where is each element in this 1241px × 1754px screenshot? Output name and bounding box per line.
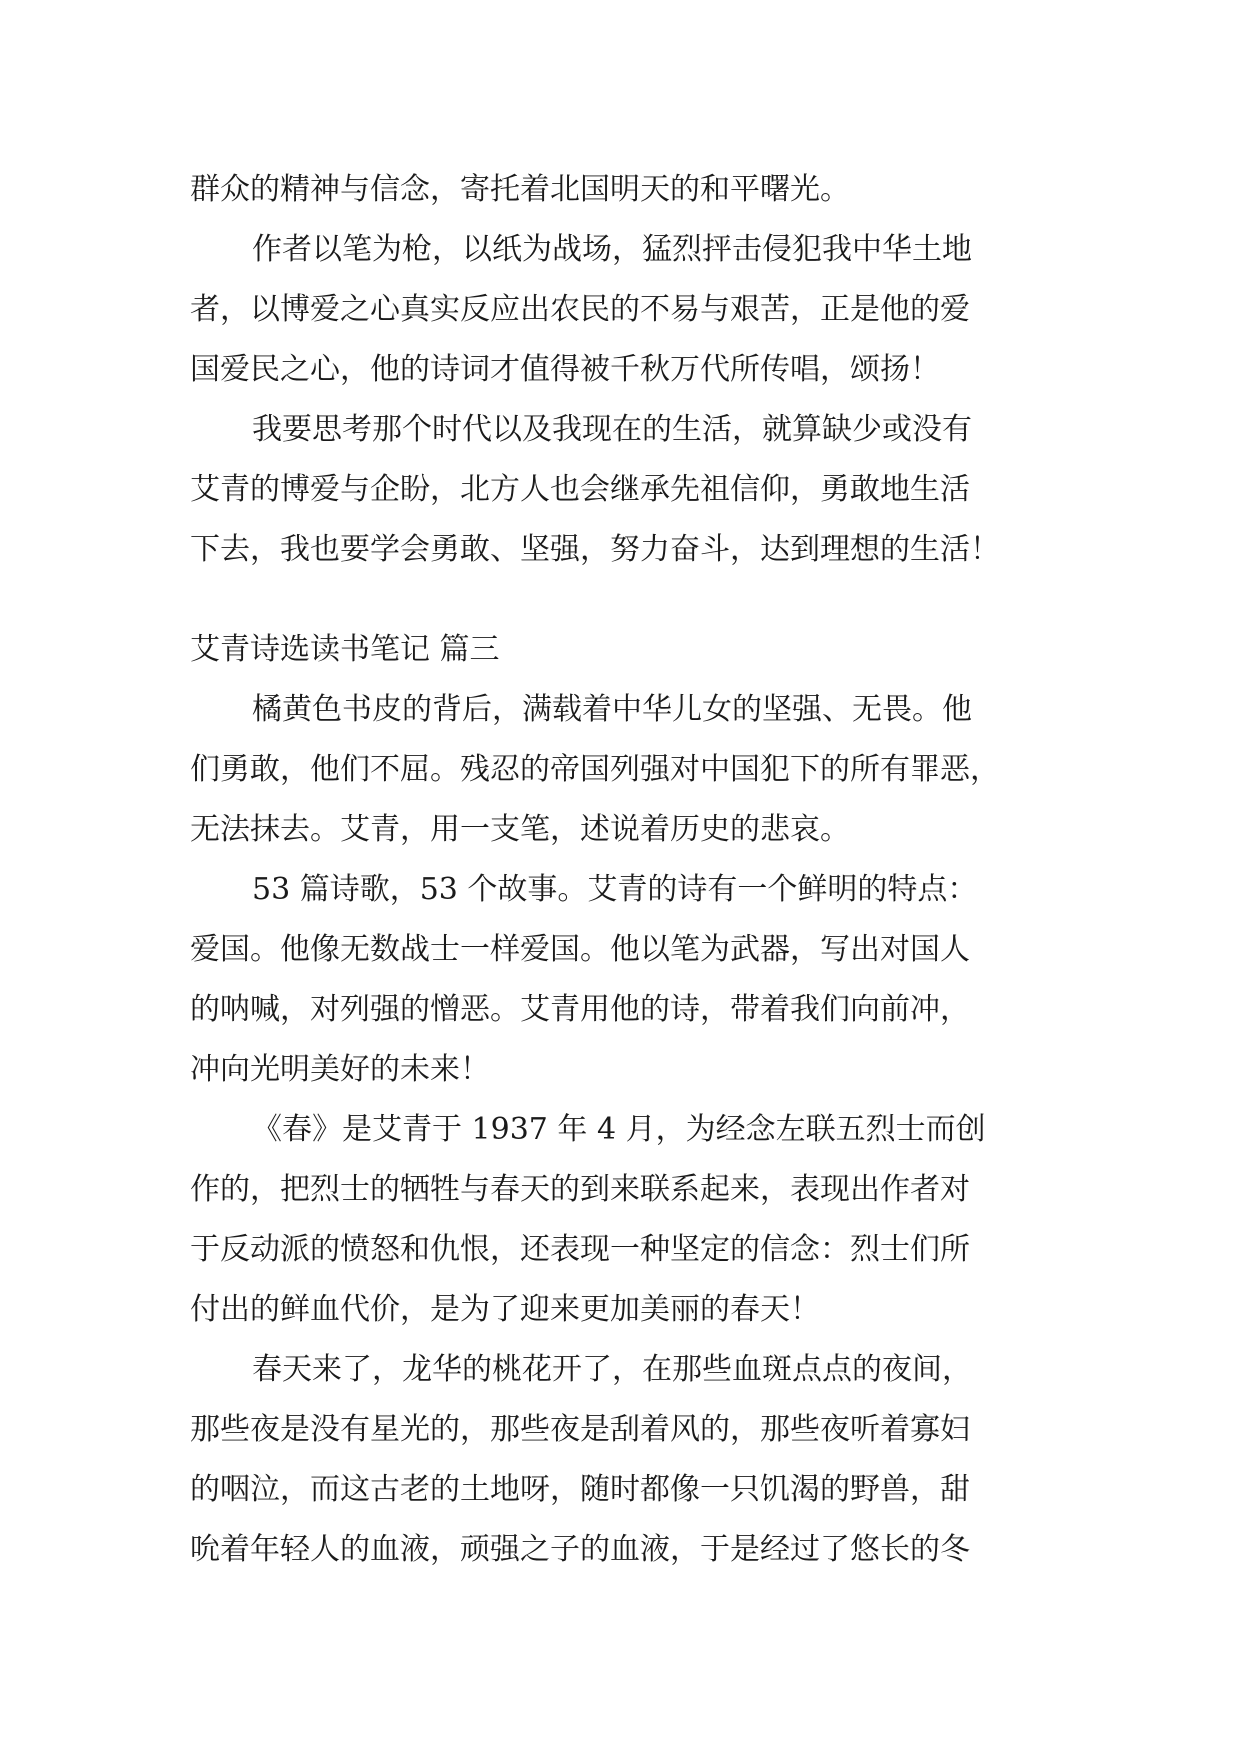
- paragraph-line: 于反动派的愤怒和仇恨，还表现一种坚定的信念：烈士们所: [190, 1232, 970, 1267]
- paragraph-line: 《春》是艾青于 1937 年 4 月，为经念左联五烈士而创: [252, 1112, 986, 1147]
- paragraph-line: 我要思考那个时代以及我现在的生活，就算缺少或没有: [252, 412, 972, 447]
- paragraph-line: 的咽泣，而这古老的土地呀，随时都像一只饥渴的野兽，甜: [190, 1472, 970, 1507]
- paragraph-line: 橘黄色书皮的背后，满载着中华儿女的坚强、无畏。他: [252, 692, 972, 727]
- section-heading: 艾青诗选读书笔记 篇三: [190, 632, 500, 667]
- paragraph-line: 那些夜是没有星光的，那些夜是刮着风的，那些夜听着寡妇: [190, 1412, 970, 1447]
- paragraph-line: 冲向光明美好的未来！: [190, 1052, 490, 1087]
- paragraph-line: 作的，把烈士的牺牲与春天的到来联系起来，表现出作者对: [190, 1172, 970, 1207]
- paragraph-line: 付出的鲜血代价，是为了迎来更加美丽的春天！: [190, 1292, 820, 1327]
- paragraph-line: 春天来了，龙华的桃花开了，在那些血斑点点的夜间，: [252, 1352, 972, 1387]
- paragraph-line: 作者以笔为枪，以纸为战场，猛烈抨击侵犯我中华土地: [252, 232, 972, 267]
- section-gap: [190, 580, 1070, 620]
- paragraph-line: 无法抹去。艾青，用一支笔，述说着历史的悲哀。: [190, 812, 850, 847]
- paragraph-line: 吮着年轻人的血液，顽强之子的血液，于是经过了悠长的冬: [190, 1532, 970, 1567]
- paragraph-line: 者，以博爱之心真实反应出农民的不易与艰苦，正是他的爱: [190, 292, 970, 327]
- paragraph-line: 群众的精神与信念，寄托着北国明天的和平曙光。: [190, 172, 850, 207]
- paragraph-line: 的呐喊，对列强的憎恶。艾青用他的诗，带着我们向前冲，: [190, 992, 970, 1027]
- paragraph-line: 国爱民之心，他的诗词才值得被千秋万代所传唱，颂扬！: [190, 352, 940, 387]
- paragraph-line: 53 篇诗歌，53 个故事。艾青的诗有一个鲜明的特点：: [252, 872, 978, 907]
- paragraph-line: 下去，我也要学会勇敢、坚强，努力奋斗，达到理想的生活！: [190, 532, 1000, 567]
- paragraph-line: 们勇敢，他们不屈。残忍的帝国列强对中国犯下的所有罪恶，: [190, 752, 1000, 787]
- paragraph-line: 艾青的博爱与企盼，北方人也会继承先祖信仰，勇敢地生活: [190, 472, 970, 507]
- paragraph-line: 爱国。他像无数战士一样爱国。他以笔为武器，写出对国人: [190, 932, 970, 967]
- text-column: [190, 160, 1070, 1580]
